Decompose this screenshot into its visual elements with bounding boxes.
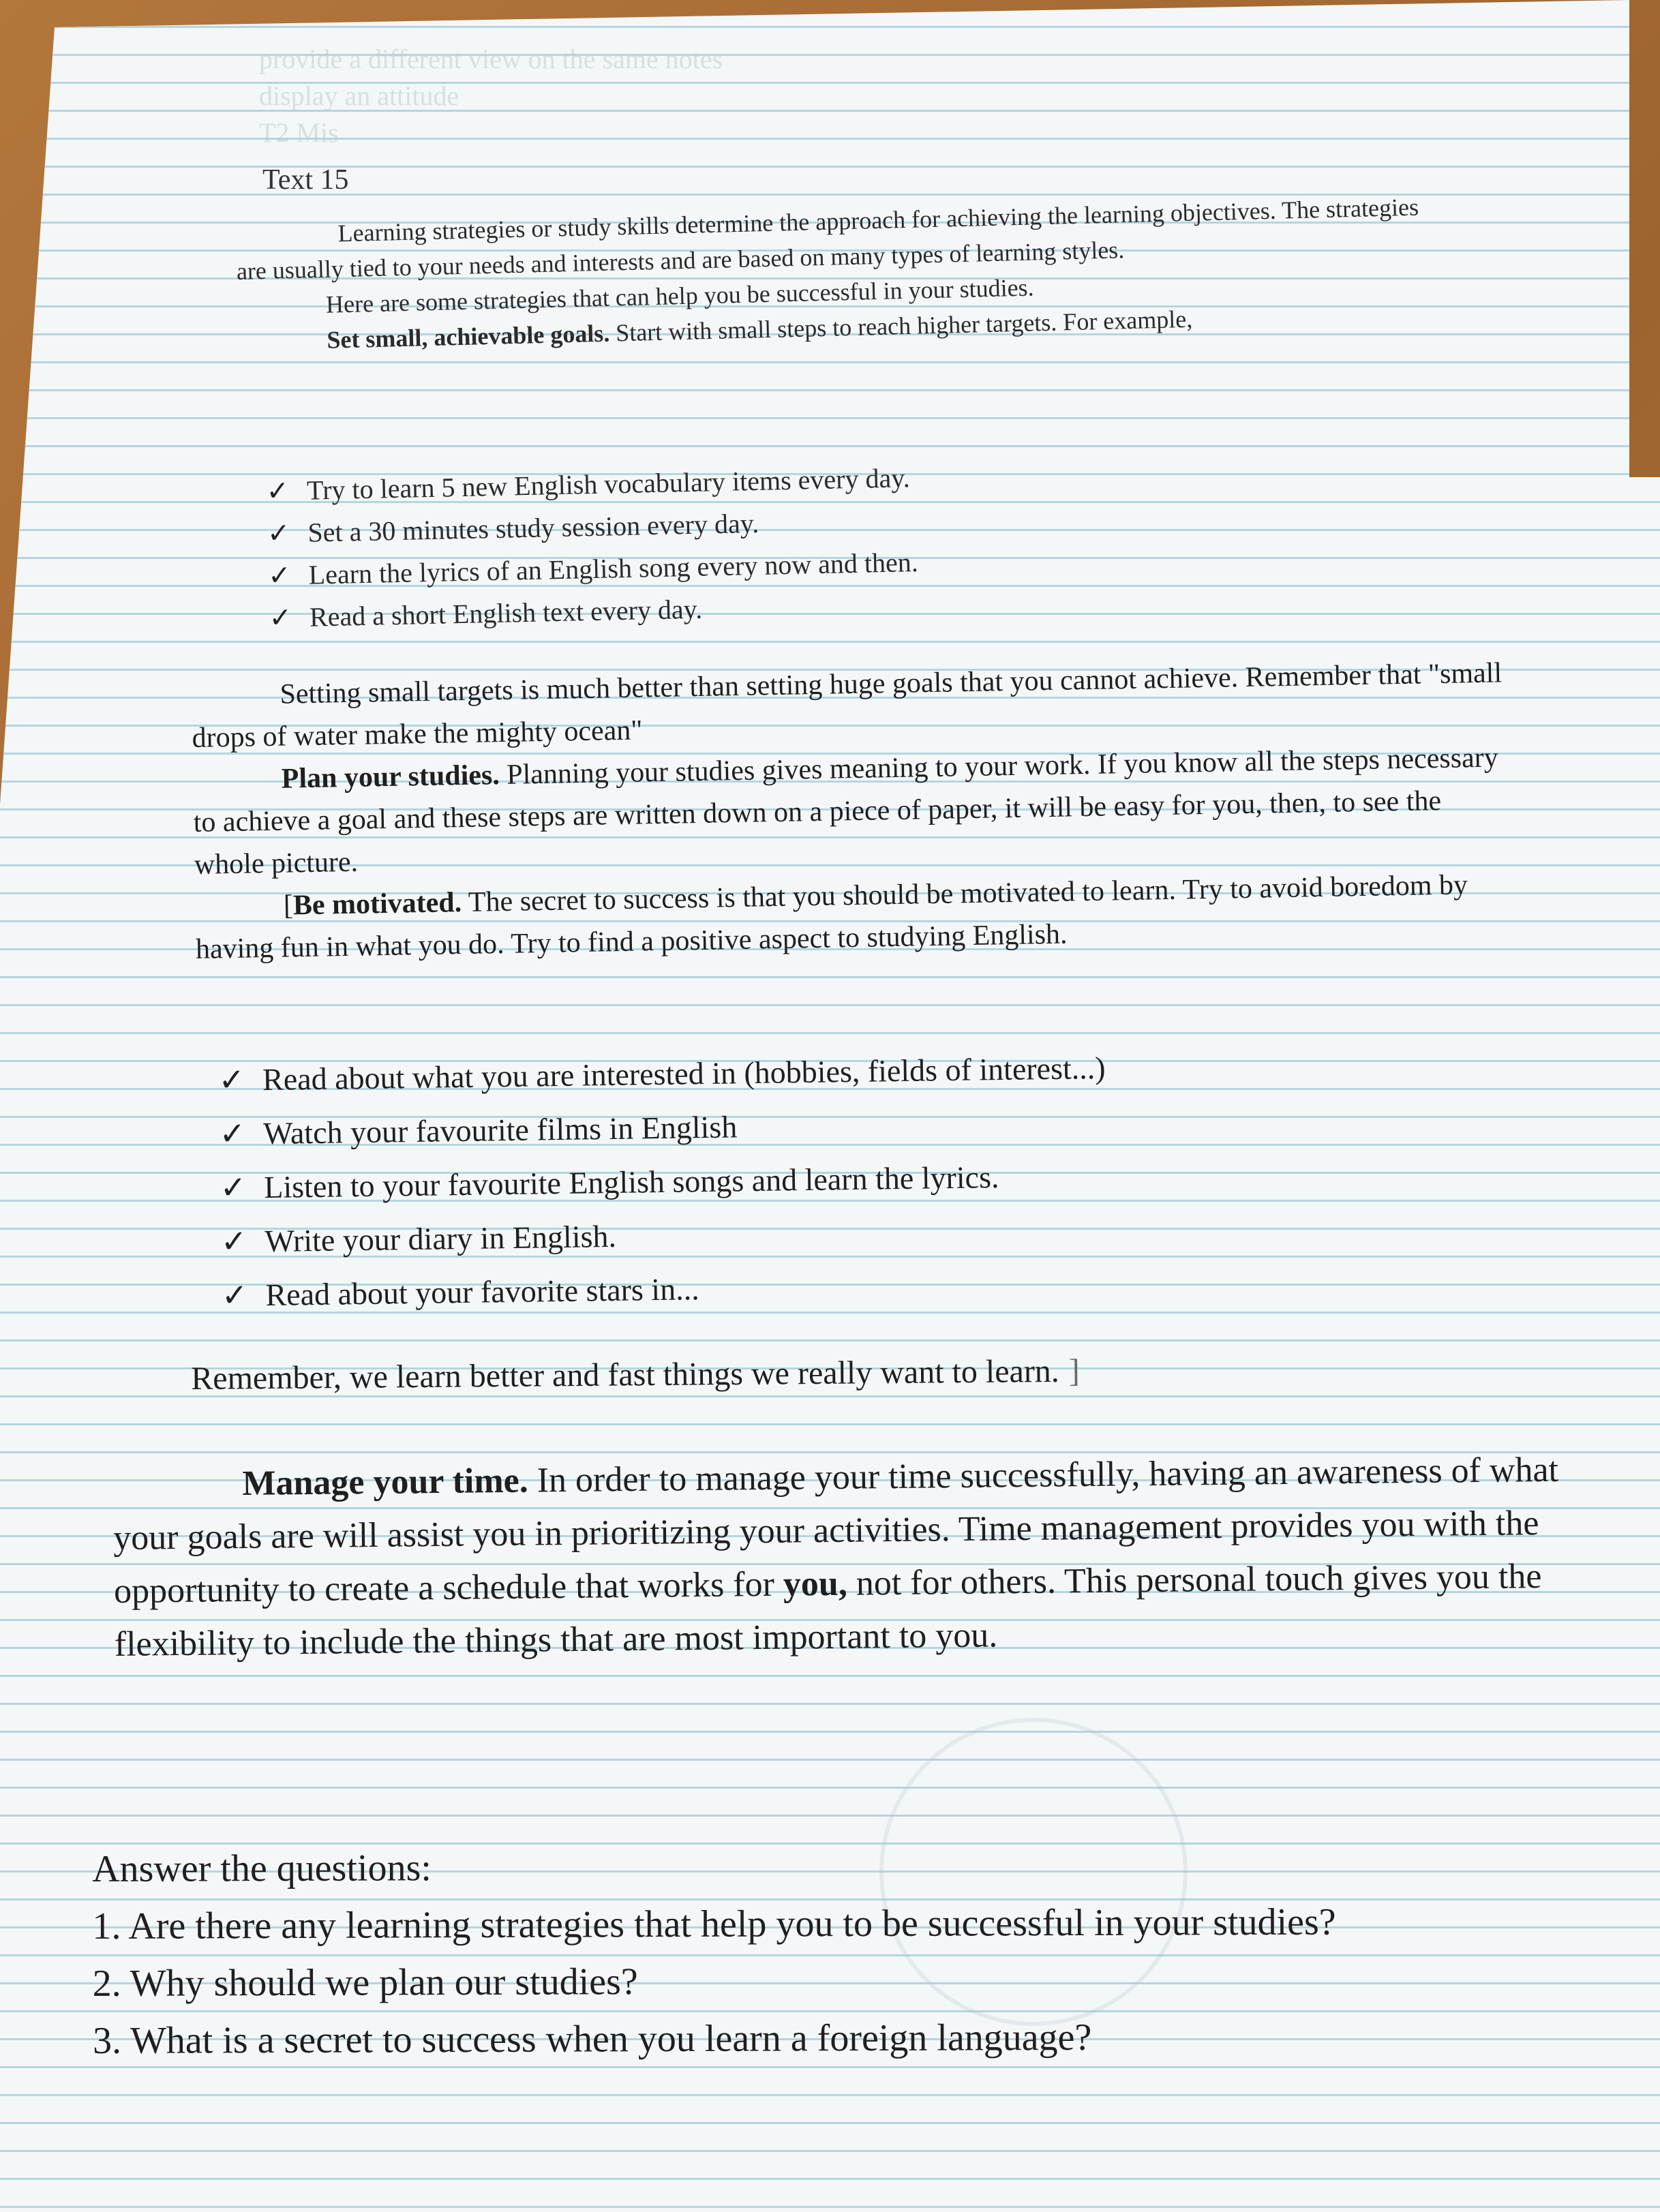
list-item: ✓ Read about what you are interested in (hobbies, fields of interest...): [218, 1036, 1446, 1107]
motivated-text: The secret to success is that you should be motivated to learn. Try to avoid boredom by having fun in what you do. Try to find a positive aspect to studying English.: [195, 869, 1468, 965]
strategies-intro: Here are some strategies that can help you be successful in your studies.: [325, 273, 1035, 318]
questions-section: [92, 1835, 1633, 2070]
remember-text: Remember, we learn better and fast things we really want to learn.: [191, 1352, 1060, 1397]
remember-line: [191, 1352, 1080, 1397]
plan-paragraph: [192, 736, 1517, 886]
goals-list: [266, 451, 1224, 639]
check-mark-icon: ✓: [267, 560, 292, 592]
goals-text: Start with small steps to reach higher targets. For example,: [609, 305, 1193, 347]
motivation-list: [218, 1036, 1449, 1322]
intro-section: [235, 189, 1425, 359]
list-item: ✓ Try to learn 5 new English vocabulary items every day.: [266, 451, 1221, 513]
questions-heading: Answer the questions:: [92, 1847, 432, 1890]
ghost-line: display an attitude: [259, 80, 459, 111]
question-item: 2. Why should we plan our studies?: [92, 1960, 638, 2005]
time-heading: Manage your time.: [242, 1461, 528, 1504]
check-mark-icon: ✓: [218, 1061, 245, 1098]
plan-text: Planning your studies gives meaning to your work. If you know all the steps necessary to achieve a goal and these steps are written down on a piece of paper, it will be easy for you, then, to see the whole picture.: [193, 742, 1499, 881]
goals-heading: Set small, achievable goals.: [326, 319, 610, 354]
middle-section: [191, 652, 1518, 971]
check-mark-icon: ✓: [220, 1222, 247, 1260]
list-item: ✓ Write your diary in English.: [220, 1198, 1448, 1269]
list-item: ✓ Learn the lyrics of an English song every now and then.: [268, 535, 1223, 597]
bracket-mark: [: [283, 890, 294, 922]
check-mark-icon: ✓: [269, 602, 292, 634]
check-mark-icon: ✓: [219, 1115, 246, 1152]
page-title: Text 15: [262, 164, 349, 196]
question-item: 1. Are there any learning strategies that help you to be successful in your studies?: [92, 1900, 1336, 1948]
ghost-line: provide a different view on the same notes: [259, 44, 723, 74]
question-item: 3. What is a secret to success when you learn a foreign language?: [92, 2016, 1092, 2062]
list-item: ✓ Set a 30 minutes study session every day.: [267, 493, 1222, 555]
ghost-line: T2 Mis: [259, 117, 339, 148]
check-mark-icon: ✓: [220, 1168, 247, 1206]
time-paragraph: Manage your time. In order to manage your time successfully, having an awareness of what your goals are will assist you in prioritizing your activities. Time management provides you with the opportunity to create a schedule that works for you, not for others. This personal touch gives you the flexibility to include the things that are most important to you.: [112, 1450, 1559, 1664]
time-section: [112, 1444, 1573, 1671]
bracket-mark: ]: [1068, 1352, 1080, 1389]
list-item: ✓ Watch your favourite films in English: [219, 1090, 1447, 1161]
list-item: ✓ Read a short English text every day.: [269, 577, 1224, 639]
check-mark-icon: ✓: [221, 1276, 248, 1314]
list-item: ✓ Read about your favorite stars in...: [221, 1252, 1449, 1322]
intro-paragraph: Learning strategies or study skills determine the approach for achieving the learning objectives. The strategies are usually tied to your needs and interests and are based on many types of learning styles.: [236, 193, 1419, 285]
plan-heading: Plan your studies.: [281, 759, 500, 795]
check-mark-icon: ✓: [267, 517, 290, 549]
check-mark-icon: ✓: [266, 475, 290, 507]
motivated-heading: Be motivated.: [292, 887, 462, 922]
list-item: ✓ Listen to your favourite English songs and learn the lyrics.: [220, 1144, 1447, 1215]
small-targets-paragraph: Setting small targets is much better than setting huge goals that you cannot achieve. Remember that "small drops of water make the mighty ocean": [192, 657, 1503, 754]
